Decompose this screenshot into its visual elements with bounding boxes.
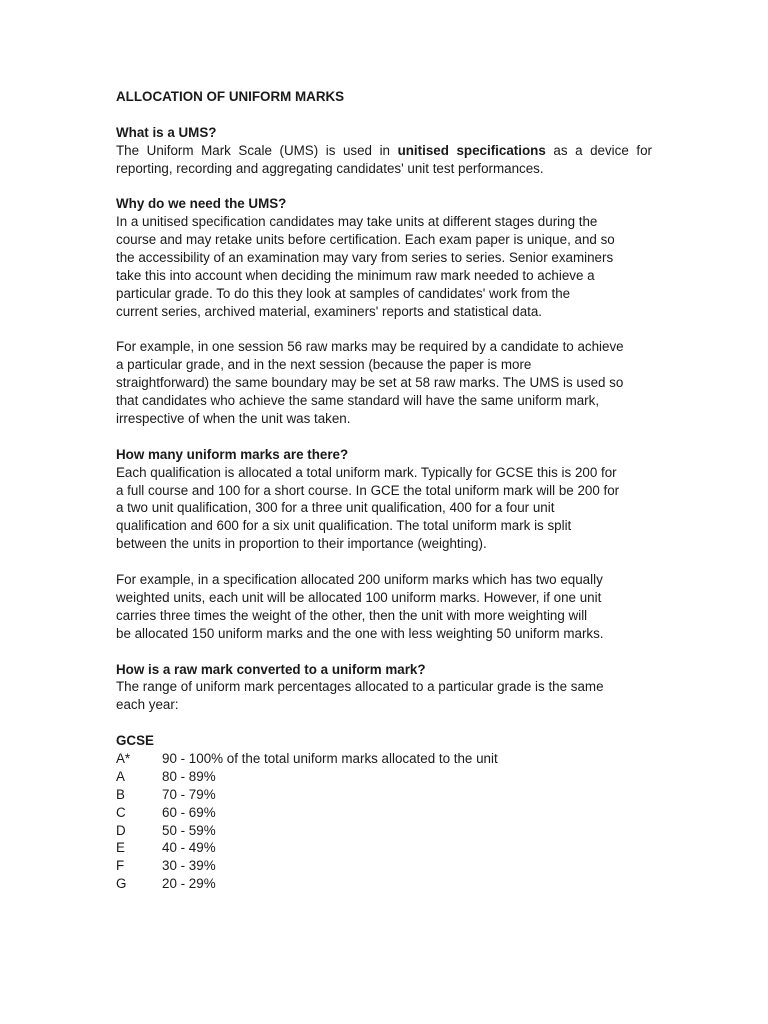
- paragraph-line: The Uniform Mark Scale (UMS) is used in unitised specifications as a device for: [116, 142, 653, 158]
- paragraph-line: take this into account when deciding the minimum raw mark needed to achieve a: [116, 267, 595, 283]
- grade-letter: F: [116, 858, 125, 874]
- grade-letter: B: [116, 786, 125, 802]
- paragraph-line: course and may retake units before certification. Each exam paper is unique, and so: [116, 232, 615, 248]
- grade-row: [116, 786, 652, 804]
- paragraph-line: Each qualification is allocated a total uniform mark. Typically for GCSE this is 200 for: [116, 464, 617, 480]
- paragraph-line: a particular grade, and in the next session (because the paper is more: [116, 357, 532, 373]
- paragraph-line: be allocated 150 uniform marks and the one with less weighting 50 uniform marks.: [116, 625, 604, 641]
- document-title: ALLOCATION OF UNIFORM MARKS: [116, 89, 345, 104]
- heading-why-ums: Why do we need the UMS?: [116, 196, 287, 212]
- grade-row: [116, 804, 652, 822]
- document-page: [116, 88, 652, 893]
- grade-row: [116, 839, 652, 857]
- grade-letter: A: [116, 768, 125, 784]
- grade-range: 50 - 59%: [162, 822, 216, 838]
- grade-range: 70 - 79%: [162, 786, 216, 802]
- paragraph-line: the accessibility of an examination may vary from series to series. Senior examiners: [116, 250, 614, 266]
- heading-what-is-ums: What is a UMS?: [116, 124, 217, 140]
- paragraph-line: a two unit qualification, 300 for a three unit qualification, 400 for a four unit: [116, 500, 555, 516]
- grade-range: 40 - 49%: [162, 840, 216, 856]
- paragraph-line: In a unitised specification candidates may take units at different stages during the: [116, 214, 598, 230]
- paragraph-line: weighted units, each unit will be allocated 100 uniform marks. However, if one unit: [116, 589, 602, 605]
- paragraph-line: between the units in proportion to their importance (weighting).: [116, 536, 487, 552]
- grade-letter: D: [116, 822, 126, 838]
- grade-range: 20 - 29%: [162, 876, 216, 892]
- paragraph-line: carries three times the weight of the other, then the unit with more weighting will: [116, 607, 588, 623]
- heading-raw-to-uniform: How is a raw mark converted to a uniform mark?: [116, 661, 426, 677]
- grade-letter: E: [116, 840, 125, 856]
- grade-letter: G: [116, 876, 127, 892]
- paragraph-line: irrespective of when the unit was taken.: [116, 411, 351, 427]
- paragraph-line: that candidates who achieve the same standard will have the same uniform mark,: [116, 393, 600, 409]
- grade-row: [116, 822, 652, 840]
- grade-range: 30 - 39%: [162, 858, 216, 874]
- grade-range: 60 - 69%: [162, 804, 216, 820]
- paragraph-line: The range of uniform mark percentages allocated to a particular grade is the same: [116, 679, 604, 695]
- paragraph-line: qualification and 600 for a six unit qualification. The total uniform mark is split: [116, 518, 572, 534]
- paragraph-line: particular grade. To do this they look at samples of candidates' work from the: [116, 285, 571, 301]
- grade-row: [116, 875, 652, 893]
- paragraph-line: For example, in one session 56 raw marks may be required by a candidate to achieve: [116, 339, 624, 355]
- paragraph-line: each year:: [116, 697, 179, 713]
- grade-row: [116, 768, 652, 786]
- gcse-heading: GCSE: [116, 733, 154, 749]
- grade-row: [116, 750, 652, 768]
- grade-range: 80 - 89%: [162, 768, 216, 784]
- paragraph-line: a full course and 100 for a short course. In GCE the total uniform mark will be 200 for: [116, 482, 620, 498]
- grade-row: [116, 857, 652, 875]
- paragraph-line: current series, archived material, examiners' reports and statistical data.: [116, 303, 543, 319]
- heading-how-many-marks: How many uniform marks are there?: [116, 446, 349, 462]
- grade-range: 90 - 100% of the total uniform marks allocated to the unit: [162, 750, 498, 766]
- grade-letter: C: [116, 804, 126, 820]
- paragraph-line: For example, in a specification allocated 200 uniform marks which has two equally: [116, 572, 603, 588]
- grade-letter: A*: [116, 750, 131, 766]
- paragraph-line: reporting, recording and aggregating candidates' unit test performances.: [116, 160, 544, 176]
- paragraph-line: straightforward) the same boundary may be set at 58 raw marks. The UMS is used so: [116, 375, 624, 391]
